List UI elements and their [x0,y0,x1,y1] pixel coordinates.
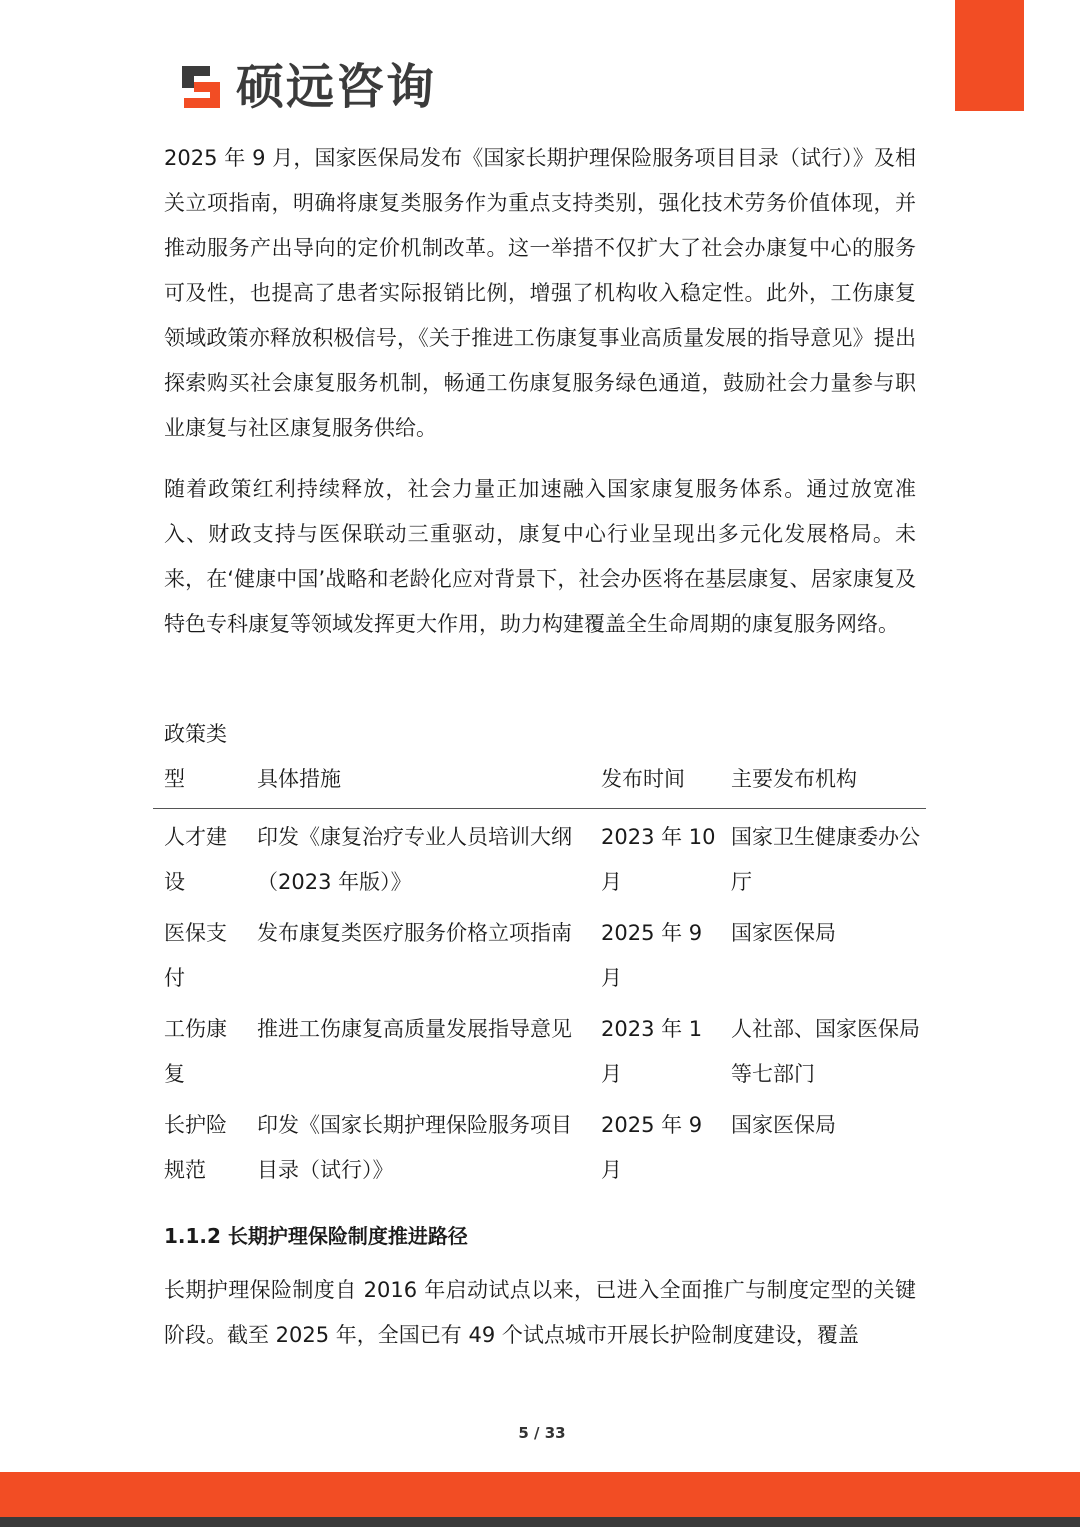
brand-logo [176,58,436,116]
cell-issuing-body: 国家医保局 [731,921,836,945]
table-row [153,1007,926,1103]
corner-accent-block [955,0,1024,111]
header-release-date: 发布时间 [590,712,720,809]
header-issuing-body: 主要发布机构 [720,712,926,809]
section-heading: 1.1.2 长期护理保险制度推进路径 [164,1224,468,1248]
policy-table-header [153,712,926,809]
cell-release-date: 2023 年 1 月 [601,1017,703,1086]
paragraph-policy-catalog: 2025 年 9 月，国家医保局发布《国家长期护理保险服务项目目录（试行）》及相关立项指南，明确将康复类服务作为重点支持类别，强化技术劳务价值体现，并推动服务产出导向的定价机制改革。这一举措不仅扩大了社会办康复中心的服务可及性，也提高了患者实际报销比例，增强了机构收入稳定性。此外，工伤康复领域政策亦释放积极信号，《关于推进工伤康复事业高质量发展的指导意见》提出探索购买社会康复服务机制，畅通工伤康复服务绿色通道，鼓励社会力量参与职业康复与社区康复服务供给。 [164,146,916,440]
policy-table [153,712,926,1199]
header-measures: 具体措施 [246,712,590,809]
table-row [153,809,926,912]
cell-measures: 推进工伤康复高质量发展指导意见 [257,1017,572,1041]
table-row [153,1103,926,1199]
footer-accent-bar [0,1472,1080,1517]
cell-release-date: 2023 年 10 月 [601,825,716,894]
cell-issuing-body: 国家医保局 [731,1113,836,1137]
cell-policy-type: 人才建设 [164,825,227,894]
brand-name: 硕远咨询 [236,59,437,115]
cell-policy-type: 工伤康复 [164,1017,227,1086]
header-policy-type: 政策类型 [153,712,246,809]
cell-release-date: 2025 年 9 月 [601,921,703,990]
table-row [153,911,926,1007]
footer-dark-bar [0,1517,1080,1527]
body-text [164,136,916,647]
cell-measures: 印发《国家长期护理保险服务项目目录（试行）》 [257,1113,572,1182]
cell-policy-type: 医保支付 [164,921,227,990]
cell-policy-type: 长护险规范 [164,1113,227,1182]
cell-measures: 印发《康复治疗专业人员培训大纲（2023 年版）》 [257,825,572,894]
page-number: 5 / 33 [518,1424,566,1442]
cell-issuing-body: 人社部、国家医保局等七部门 [731,1017,920,1086]
brand-mark-icon [176,62,226,112]
paragraph-social-forces: 随着政策红利持续释放，社会力量正加速融入国家康复服务体系。通过放宽准入、财政支持与医保联动三重驱动，康复中心行业呈现出多元化发展格局。未来，在‘健康中国’战略和老龄化应对背景下，社会办医将在基层康复、居家康复及特色专科康复等领域发挥更大作用，助力构建覆盖全生命周期的康复服务网络。 [164,477,916,636]
cell-release-date: 2025 年 9 月 [601,1113,703,1182]
cell-measures: 发布康复类医疗服务价格立项指南 [257,921,572,945]
section-paragraph: 长期护理保险制度自 2016 年启动试点以来，已进入全面推广与制度定型的关键阶段。截至 2025 年，全国已有 49 个试点城市开展长护险制度建设，覆盖 [164,1278,916,1347]
cell-issuing-body: 国家卫生健康委办公厅 [731,825,920,894]
